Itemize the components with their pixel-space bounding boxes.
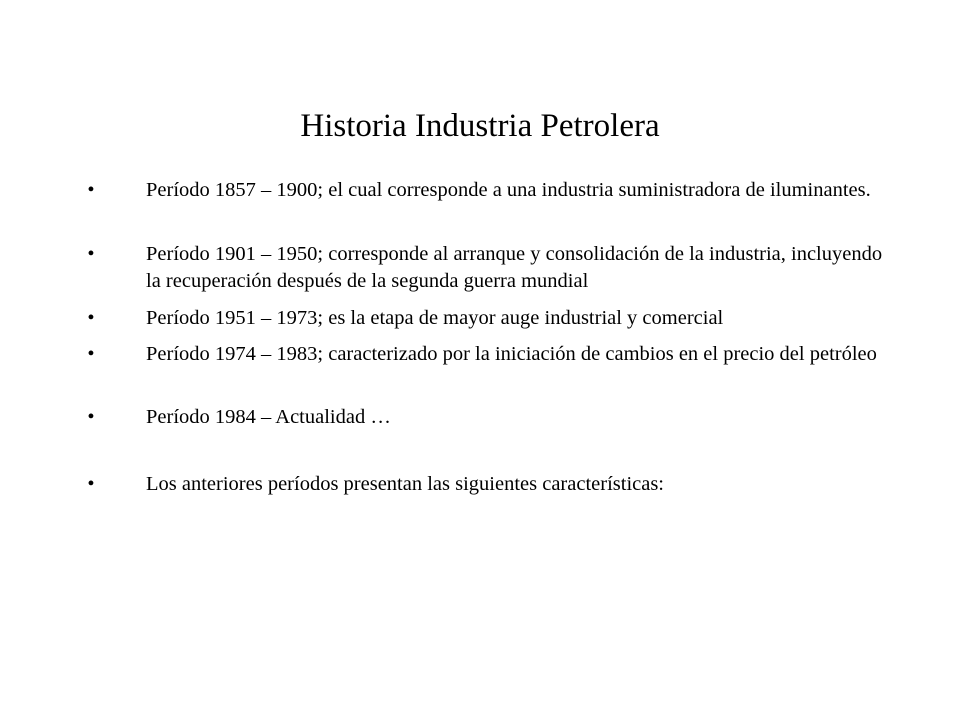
bullet-text: Período 1857 – 1900; el cual corresponde a una industria suministradora de iluminantes.: [146, 179, 871, 201]
bullet-icon: •: [87, 179, 95, 201]
bullet-icon: •: [87, 406, 95, 428]
bullet-icon: •: [87, 307, 95, 329]
bullet-icon: •: [87, 473, 95, 495]
slide-title: Historia Industria Petrolera: [300, 108, 660, 144]
bullet-text: Período 1901 – 1950; corresponde al arranque y consolidación de la industria, incluyendo la recuperación después de la segunda guerra mundial: [146, 243, 883, 292]
bullet-text: Período 1951 – 1973; es la etapa de mayor auge industrial y comercial: [146, 307, 724, 329]
bullet-text: Período 1984 – Actualidad …: [146, 406, 391, 428]
bullet-icon: •: [87, 243, 95, 265]
bullet-text: Período 1974 – 1983; caracterizado por la iniciación de cambios en el precio del petróleo: [146, 343, 877, 365]
bullet-text: Los anteriores períodos presentan las siguientes características:: [146, 473, 665, 495]
bullet-icon: •: [87, 343, 95, 365]
